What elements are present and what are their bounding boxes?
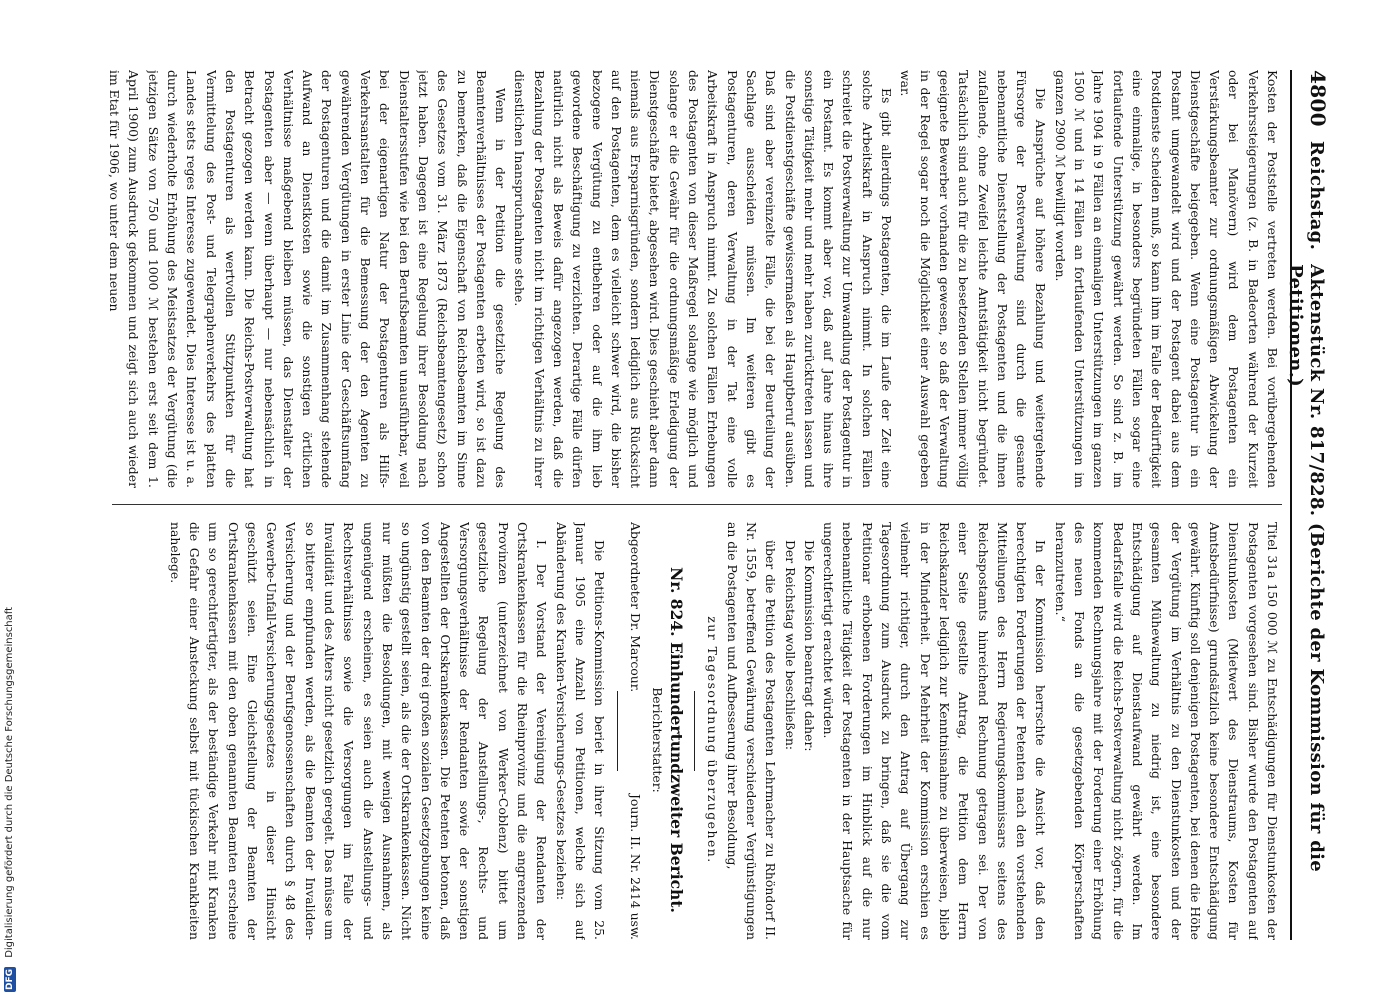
page-number: 4800 — [1306, 70, 1330, 127]
item-paragraph: I. Der Vorstand der Vereinigung der Rendanten der Ortskrankenkassen für die Rheinprovinz und die angrenzenden Provinzen (unterzeichnet von Werker-Coblenz) bittet um gesetzliche Regelung der Anstellungs-, Rechts- und Versorgungsverhältnisse der Rendanten sowie der sonstigen Angestellten der Ortskrankenkassen. Die Petenten betonen, daß von den Beamten der drei großen sozialen Gesetzgebungen keine so ungünstig gestellt seien, als die der Ortskrankenkassen. Nicht nur müßten die Besoldungen, mit wenigen Ausnahmen, als ungenügend erscheinen, es seien auch die Anstellungs- und Rechtsverhältnisse sowie die Versorgungen im Falle der Invalidität und des Alters nicht gesetzlich geregelt. Das müsse um so bitterer empfunden werden, als die Beamten der Invaliden-Versicherung und der Berufsgenossenschaften durch § 48 des Gewerbe-Unfall-Versicherungsgesetzes in dieser Hinsicht geschützt seien. Eine Gleichstellung der Beamten der Ortskrankenkassen mit den oben genannten Beamten erscheine um so gerechtfertigter, als der beständige Verkehr mit Kranken die Gefahr einer Ansteckung selbst mit tückischen Krankheiten nahelege. — [167, 522, 550, 940]
section-rule — [694, 691, 695, 771]
motion-end: zur Tagesordnung überzugehen. — [705, 616, 721, 864]
journal-reference: Journ. II. Nr. 2414 usw. — [628, 793, 644, 940]
petition-paragraph: Die Petitions-Kommission beriet in ihrer Sitzung vom 25. Januar 1905 eine Anzahl von Petitionen, welche sich auf Abänderung des Kranken-Versicherungs-Gesetzes beziehen: — [553, 522, 608, 940]
commission-paragraph: In der Kommission herrschte die Ansicht vor, daß den berechtigten Forderungen der Petenten nach den vorstehenden Mitteilungen des Herrn Regierungskommissars seitens des Reichspostamts hinreichend Rechnung getragen sei. Der von einer Seite gestellte Antrag, die Petition dem Herrn Reichskanzler lediglich zur Kenntnisnahme zu überweisen, blieb in der Minderheit. Der Mehrheit der Kommission erschien es vielmehr richtiger, durch den Antrag auf Übergang zur Tagesordnung zum Ausdruck zu bringen, daß sie die vom Petitionar erhobenen Forderungen im Hinblick auf die nur nebenamtliche Tätigkeit der Postagenten in der Hauptsache für ungerechtfertigt erachtet würden. — [821, 522, 1049, 940]
reporter-name: Abgeordneter Dr. Marcour. — [628, 522, 644, 693]
reporter-label: Berichterstatter: — [649, 687, 665, 793]
digitization-credit — [4, 12, 18, 992]
right-intro-paragraph: Titel 31a 150 000 ℳ zu Entschädigungen für Dienstunkosten der Postagenten vorgesehen sind. Bisher wurde den Postagenten auf Dienstunkosten (Mietwert des Dienstraums, Kosten für Amtsbedürfnisse) grundsätzlich keine besondere Entschädigung gewährt. Künftig soll denjenigen Postagenten, bei denen die Höhe der Vergütung im Verhältnis zu den Dienstunkosten und der gesamten Mühewaltung zu niedrig ist, eine besondere Entschädigung auf Dienstaufwand gewährt werden. Im Bedarfsfalle wird die Reichs-Postverwaltung nicht zögern, für die kommenden Rechnungsjahre mit der Forderung einer Erhöhung des neuen Fonds an die gesetzgebenden Körperschaften heranzutreten.“ — [1052, 522, 1280, 940]
document-title: Aktenstück Nr. 817/828. (Berichte der Kommission für die Petitionen.) — [1285, 264, 1327, 873]
right-column — [102, 522, 1282, 940]
motion-text: über die Petition des Postagenten Lehrmacher zu Rhöndorf II. Nr. 1559, betreffend Gewährung verschiedener Vergünstigungen an die Postagenten und Aufbesserung ihrer Besoldung, — [724, 522, 779, 940]
section-title: Nr. 824. Einhundertundzweiter Bericht. — [667, 567, 687, 913]
header-rule — [1290, 70, 1292, 940]
left-paragraph-1: Kosten der Poststelle vertreten werden. Bei vorübergehenden Verkehrssteigerungen (z. B. in Badeorten während der Kurzeit oder bei Manövern) wird dem Postagenten ein Verstärkungsbeamter zur ordnungsmäßigen Abwickelung der Dienstgeschäfte beigegeben. Wenn eine Postagentur in ein Postamt umgewandelt wird und der Postagent dabei aus dem Postdienste scheiden muß, so kann ihm im Falle der Bedürftigkeit eine einmalige, in besonders begründeten Fällen sogar eine fortlaufende Unterstützung gewährt werden. So sind z. B. im Jahre 1904 in 9 Fällen an einmaligen Unterstützungen im ganzen 1500 ℳ und in 14 Fällen an fortlaufenden Unterstützungen im ganzen 2900 ℳ bewilligt worden. — [1052, 70, 1280, 488]
motion-line: Der Reichstag wolle beschließen: — [782, 540, 798, 751]
credit-text: Digitalisierung gefördert durch die Deutsche Forschungsgemeinschaft — [4, 606, 15, 958]
dfg-logo: DFG — [5, 968, 15, 990]
left-paragraph-3: Es gibt allerdings Postagenten, die im Laufe der Zeit eine solche Arbeitskraft in Anspruch nimmt. In solchen Fällen schreitet die Postverwaltung zur Umwandlung der Postagentur in ein Postamt. Es kommt aber vor, daß auf Jahre hinaus ihre sonstige Tätigkeit mehr und mehr haben zurücktreten lassen und die Postdienstgeschäfte gewissermaßen als Hauptberuf ausüben. Daß sind aber vereinzelte Fälle, die bei der Beurteilung der Sachlage ausscheiden müssen. Im weiteren gibt es Postagenturen, deren Verwaltung in der Tat eine volle Arbeitskraft in Anspruch nimmt. Zu solchen Fällen Erhebungen des Postagenten von dieser Maßregel solange wie möglich und solange er die Gewähr für die ordnungsmäßige Erledigung der Dienstgeschäfte bietet, abgesehen wird. Dies geschieht aber dann niemals aus Ersparnisgründen, sondern lediglich aus Rücksicht auf den Postagenten, dem es vielleicht schwer wird, die bisher bezogene Vergütung zu entbehren oder auf die ihm lieb gewordene Beschäftigung zu verzichten. Derartige Fälle dürfen natürlich nicht als Beweis dafür angezogen werden, daß die Bezahlung der Postagenten nicht im richtigen Verhältnis zu ihrer dienstlichen Inanspruchnahme stehe. — [512, 70, 895, 488]
left-paragraph-2: Die Ansprüche auf höhere Bezahlung und weitergehende Fürsorge der Postverwaltung sind durch die gesamte nebenamtliche Dienststellung der Postagenten und die ihnen zufallende, ohne Zweifel leichte Amtstätigkeit nicht begründet. Tatsächlich sind auch für die zu besetzenden Stellen immer völlig geeignete Bewerber vorhanden gewesen, so daß der Verwaltung in der Regel sogar noch die Möglichkeit einer Auswahl gegeben war. — [898, 70, 1049, 488]
reporter-row — [626, 522, 645, 940]
scanned-page — [90, 70, 1330, 940]
column-divider — [112, 504, 1282, 505]
page-header — [1285, 70, 1330, 940]
motion-intro: Die Kommission beantragt daher: — [801, 540, 817, 752]
reporter-rule — [617, 691, 618, 771]
left-column — [102, 70, 1282, 488]
left-paragraph-4: Wenn in der Petition die gesetzliche Regelung des Beamtenverhältnisses der Postagenten erbeten wird, so ist dazu zu bemerken, daß die Eigenschaft von Reichsbeamten im Sinne des Gesetzes vom 31. März 1873 (Reichsbeamtengesetz) schon jetzt haben. Dagegen ist eine Regelung ihrer Besoldung nach Dienstaltersstufen wie bei den Berufsbeamten unausführbar, weil bei der eigenartigen Natur der Postagenturen als Hilfs-Verkehrsanstalten für die Bemessung der den Agenten zu gewährenden Vergütungen in erster Linie der Geschäftsumfang der Postagenturen und die damit im Zusammenhang stehende Aufwand an Dienstkosten sowie die sonstigen örtlichen Verhältnisse maßgebend bleiben müssen, das Dienstalter der Postagenten aber — wenn überhaupt — nur nebensächlich in Betracht gezogen werden kann. Die Reichs-Postverwaltung hat den Postagenturen als wertvollen Stützpunkten für die Vermittelung des Post- und Telegraphenverkehrs des platten Landes stets reges Interesse zugewendet. Dies Interesse ist u. a. durch wiederholte Erhöhung des Meistsatzes der Vergütung (die jetzigen Sätze von 750 und 1000 ℳ bestehen erst seit dem 1. April 1900) zum Ausdruck gekommen und zeigt sich auch wieder im Etat für 1906, wo unter dem neuen — [107, 70, 509, 488]
publication-name: Reichstag. — [1306, 140, 1327, 251]
